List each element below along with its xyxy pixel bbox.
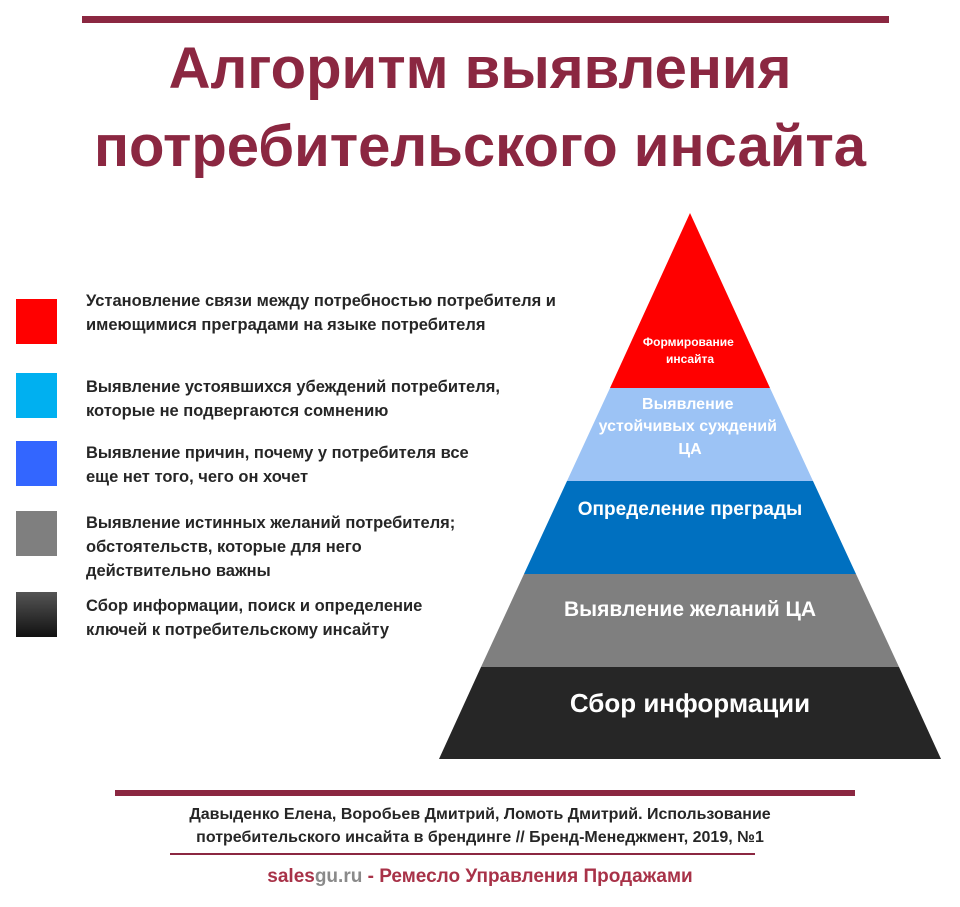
pyramid-label-line: Выявление желаний ЦА xyxy=(564,598,816,621)
pyramid-label-line: Определение преграды xyxy=(577,499,803,520)
pyramid-label-line: инсайта xyxy=(665,352,715,366)
pyramid-level-barrier xyxy=(524,481,856,574)
pyramid-label-line: Сбор информации xyxy=(569,688,811,718)
site-name-part-2[interactable]: gu.ru xyxy=(314,866,363,887)
bottom-rule xyxy=(115,790,855,796)
legend-text: Сбор информации, поиск и определение ключей к потребительскому инсайту xyxy=(86,597,423,639)
pyramid-label-line: Выявление xyxy=(642,396,734,413)
citation-rule xyxy=(170,853,755,855)
legend-text: Выявление истинных желаний потребителя; обстоятельств, которые для него действительно важны xyxy=(86,514,456,580)
pyramid-label-line: Формирование xyxy=(642,335,734,349)
page-title-line-1: Алгоритм выявления xyxy=(168,36,792,101)
citation-line-2: потребительского инсайта в брендинге // Бренд-Менеджмент, 2019, №1 xyxy=(196,829,764,846)
site-name-part-1[interactable]: sales xyxy=(267,866,315,887)
footer-site xyxy=(0,866,960,888)
pyramid-label-barrier xyxy=(578,499,802,520)
page-title-line-2: потребительского инсайта xyxy=(93,114,867,179)
pyramid-label-line: устойчивых суждений xyxy=(598,418,777,435)
legend-text: Установление связи между потребностью потребителя и имеющимися преградами на языке потребителя xyxy=(86,292,556,334)
pyramid-label-info xyxy=(570,688,810,718)
pyramid-label-line: ЦА xyxy=(678,441,702,458)
pyramid-label-desires xyxy=(564,598,816,621)
citation xyxy=(0,803,960,849)
footer-tagline: - Ремесло Управления Продажами xyxy=(362,866,693,887)
legend-text: Выявление причин, почему у потребителя все еще нет того, чего он хочет xyxy=(86,444,469,486)
citation-line-1: Давыденко Елена, Воробьев Дмитрий, Ломоть Дмитрий. Использование xyxy=(189,806,771,823)
legend-text: Выявление устоявшихся убеждений потребителя, которые не подвергаются сомнению xyxy=(86,378,500,420)
